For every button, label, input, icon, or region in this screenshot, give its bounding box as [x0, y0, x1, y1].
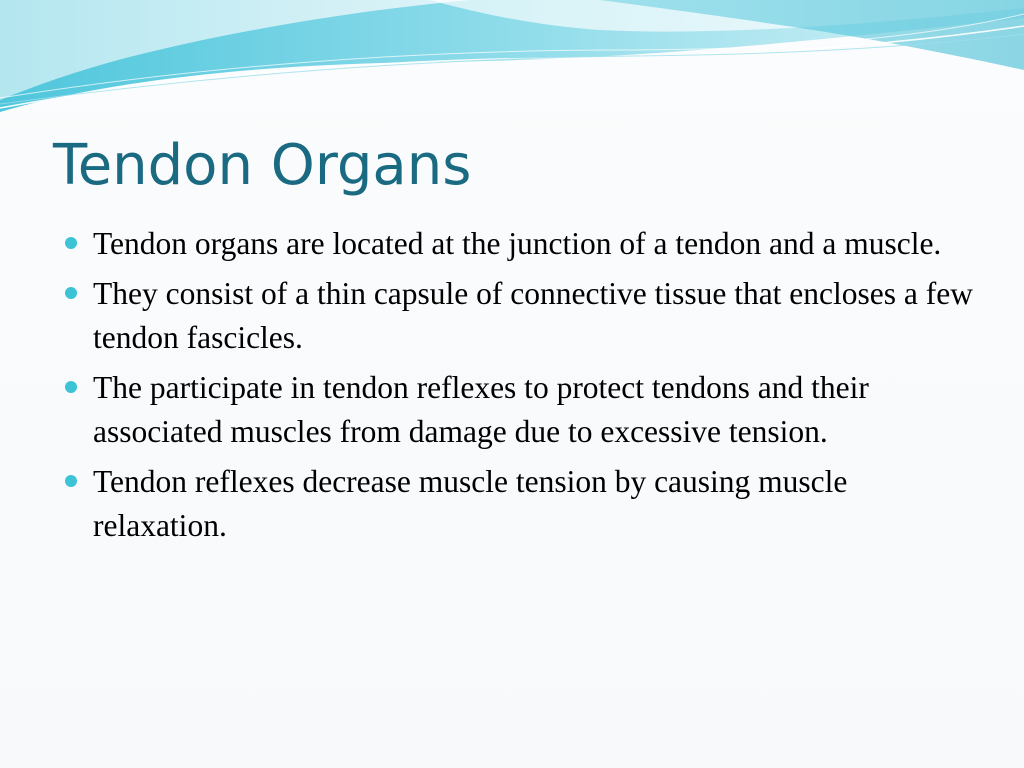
bullet-item: [93, 222, 988, 266]
bullet-item: [93, 366, 988, 454]
bullet-circle-icon: [65, 475, 77, 487]
bullet-circle-icon: [65, 237, 77, 249]
bullet-item: [93, 460, 988, 548]
bullet-list: [93, 222, 988, 554]
bullet-item: [93, 272, 988, 360]
slide-title: Tendon Organs: [53, 133, 472, 198]
bullet-circle-icon: [65, 287, 77, 299]
bullet-text: Tendon reflexes decrease muscle tension by causing muscle relaxation.: [93, 464, 848, 543]
bullet-circle-icon: [65, 381, 77, 393]
bullet-text: Tendon organs are located at the junction of a tendon and a muscle.: [93, 226, 942, 261]
bullet-text: The participate in tendon reflexes to protect tendons and their associated muscles from damage due to excessive tension.: [93, 370, 869, 449]
header-wave-decoration: [0, 0, 1024, 120]
bullet-text: They consist of a thin capsule of connective tissue that encloses a few tendon fascicles.: [93, 276, 973, 355]
